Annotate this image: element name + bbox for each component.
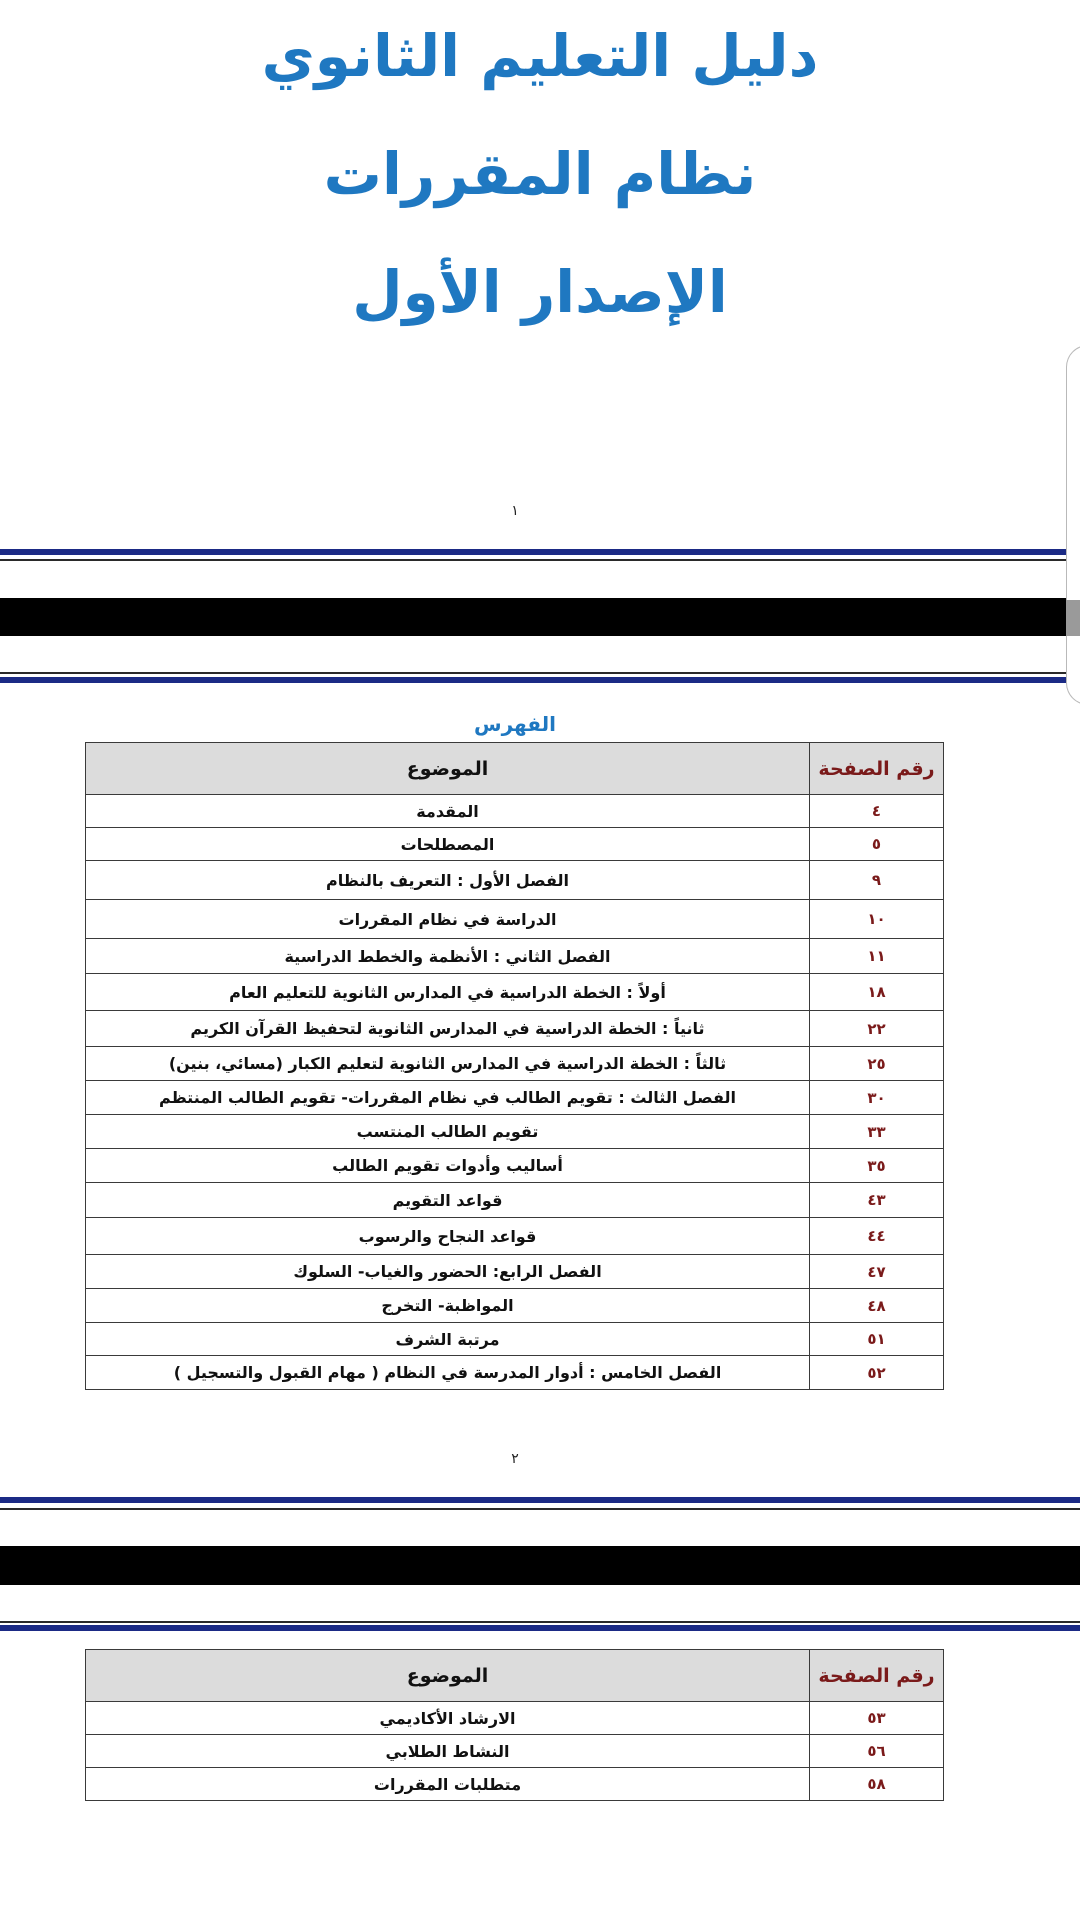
topic-cell: ثالثاً : الخطة الدراسية في المدارس الثانوية لتعليم الكبار (مسائي، بنين)	[86, 1047, 810, 1081]
topic-cell: المصطلحات	[86, 828, 810, 861]
page-separator-rule	[0, 1508, 1080, 1510]
table-row	[86, 861, 944, 900]
page-cell: ٥٣	[810, 1702, 944, 1735]
cover-title-line3: الإصدار الأول	[352, 258, 728, 326]
index-table	[85, 742, 944, 1390]
table-row	[86, 1356, 944, 1390]
page-cell: ٢٢	[810, 1011, 944, 1047]
topic-cell: تقويم الطالب المنتسب	[86, 1115, 810, 1149]
topic-cell: أولاً : الخطة الدراسية في المدارس الثانوية للتعليم العام	[86, 974, 810, 1011]
column-header-topic: الموضوع	[86, 743, 810, 795]
topic-cell: مرتبة الشرف	[86, 1323, 810, 1356]
page-separator-rule	[0, 677, 1080, 683]
topic-cell: النشاط الطلابي	[86, 1735, 810, 1768]
page-number-2: ٢	[511, 1451, 519, 1467]
page-separator-rule	[0, 1497, 1080, 1503]
table-header-row	[86, 1650, 944, 1702]
page-cell: ٣٥	[810, 1149, 944, 1183]
page-break-band	[0, 598, 1080, 636]
topic-cell: ثانياً : الخطة الدراسية في المدارس الثانوية لتحفيظ القرآن الكريم	[86, 1011, 810, 1047]
cover-title-line2: نظام المقررات	[323, 140, 757, 208]
page-separator-rule	[0, 672, 1080, 674]
table-row	[86, 1011, 944, 1047]
table-row	[86, 1768, 944, 1801]
topic-cell: الفصل الأول : التعريف بالنظام	[86, 861, 810, 900]
topic-cell: الدراسة في نظام المقررات	[86, 900, 810, 939]
topic-cell: الارشاد الأكاديمي	[86, 1702, 810, 1735]
topic-cell: أساليب وأدوات تقويم الطالب	[86, 1149, 810, 1183]
page-cell: ١٨	[810, 974, 944, 1011]
table-row	[86, 828, 944, 861]
page-separator-rule	[0, 549, 1080, 555]
column-header-page: رقم الصفحة	[810, 1650, 944, 1702]
page-separator-rule	[0, 1625, 1080, 1631]
topic-cell: الفصل الخامس : أدوار المدرسة في النظام ( مهام القبول والتسجيل )	[86, 1356, 810, 1390]
topic-cell: المقدمة	[86, 795, 810, 828]
page-cell: ٥٢	[810, 1356, 944, 1390]
page-break-band	[0, 1546, 1080, 1585]
table-row	[86, 1081, 944, 1115]
table-row	[86, 939, 944, 974]
topic-cell: المواظبة- التخرج	[86, 1289, 810, 1323]
table-row	[86, 1115, 944, 1149]
topic-cell: متطلبات المقررات	[86, 1768, 810, 1801]
table-row	[86, 795, 944, 828]
index-heading: الفهرس	[473, 712, 556, 736]
topic-cell: قواعد النجاح والرسوب	[86, 1218, 810, 1255]
page-cell: ١١	[810, 939, 944, 974]
table-row	[86, 974, 944, 1011]
cover-title-line1: دليل التعليم الثانوي	[261, 22, 819, 90]
topic-cell: الفصل الثاني : الأنظمة والخطط الدراسية	[86, 939, 810, 974]
table-row	[86, 1702, 944, 1735]
page-cell: ٤٣	[810, 1183, 944, 1218]
page-cell: ٥١	[810, 1323, 944, 1356]
page-cell: ٤٧	[810, 1255, 944, 1289]
table-row	[86, 1183, 944, 1218]
table-row	[86, 1218, 944, 1255]
topic-cell: الفصل الثالث : تقويم الطالب في نظام المقررات- تقويم الطالب المنتظم	[86, 1081, 810, 1115]
page-cell: ٥٨	[810, 1768, 944, 1801]
scroll-handle[interactable]	[1066, 345, 1080, 705]
topic-cell: قواعد التقويم	[86, 1183, 810, 1218]
page-cell: ٤٤	[810, 1218, 944, 1255]
table-row	[86, 1255, 944, 1289]
page-cell: ٣٣	[810, 1115, 944, 1149]
page-cell: ١٠	[810, 900, 944, 939]
table-row	[86, 1289, 944, 1323]
topic-cell: الفصل الرابع: الحضور والغياب- السلوك	[86, 1255, 810, 1289]
page-cell: ٥٦	[810, 1735, 944, 1768]
table-row	[86, 900, 944, 939]
column-header-topic: الموضوع	[86, 1650, 810, 1702]
table-row	[86, 1149, 944, 1183]
column-header-page: رقم الصفحة	[810, 743, 944, 795]
page-cell: ٩	[810, 861, 944, 900]
table-header-row	[86, 743, 944, 795]
scroll-thumb[interactable]	[1066, 600, 1080, 636]
page-cell: ٣٠	[810, 1081, 944, 1115]
page-cell: ٤	[810, 795, 944, 828]
page-separator-rule	[0, 559, 1080, 561]
page-separator-rule	[0, 1621, 1080, 1623]
page-cell: ٤٨	[810, 1289, 944, 1323]
table-row	[86, 1735, 944, 1768]
page-cell: ٥	[810, 828, 944, 861]
index-table-continued	[85, 1649, 944, 1801]
table-row	[86, 1323, 944, 1356]
page-cell: ٢٥	[810, 1047, 944, 1081]
page-number-1: ١	[511, 503, 519, 519]
table-row	[86, 1047, 944, 1081]
